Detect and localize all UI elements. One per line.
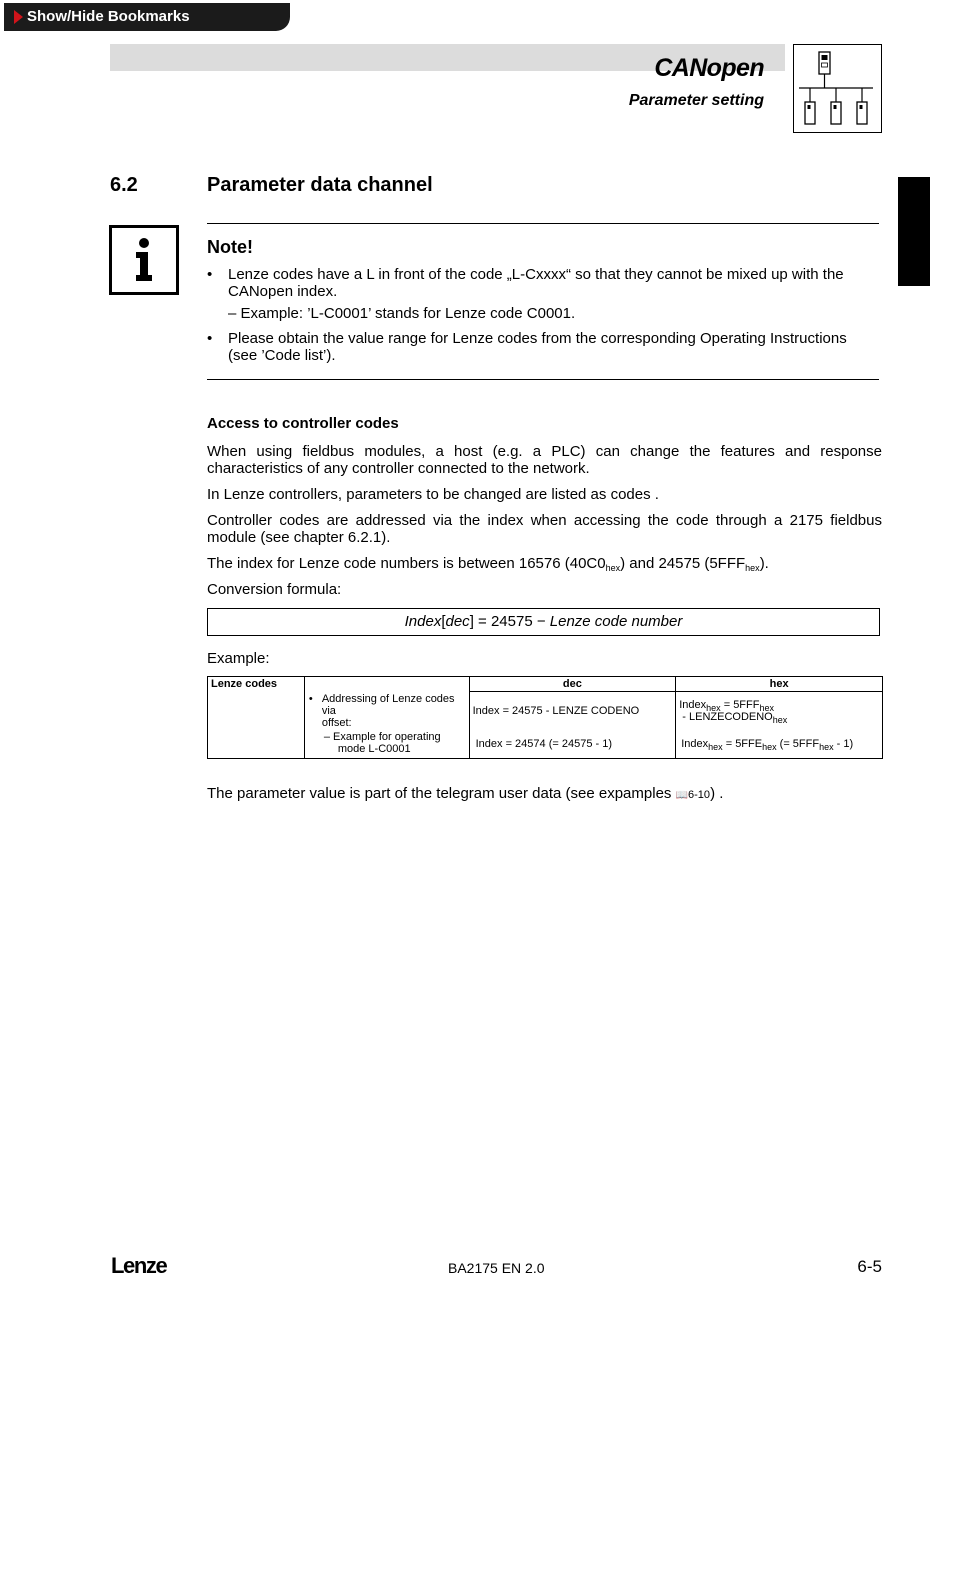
table-header-row <box>208 677 883 692</box>
section-number: 6.2 <box>110 174 138 196</box>
table-hex-cell-2 <box>676 730 883 759</box>
hex-subscript: hex <box>745 563 760 573</box>
page-reference-link[interactable]: 6-10 <box>688 789 711 801</box>
hex-subscript: hex <box>772 714 788 725</box>
table-column-hex: hex <box>676 677 883 692</box>
hex-text: Index <box>681 737 709 750</box>
table-example-cell <box>304 730 469 759</box>
table-example-line: mode L-C0001 <box>337 742 411 755</box>
conversion-formula-box <box>207 608 880 636</box>
table-dec-cell-1: Index = 24575 - LENZE CODENO <box>469 692 676 730</box>
table-description-cell <box>304 692 469 730</box>
book-icon: 📖 <box>675 790 689 801</box>
page-number: 6-5 <box>857 1257 882 1276</box>
table-dec-cell-2: Index = 24574 (= 24575 - 1) <box>469 730 676 759</box>
table-row-label: Lenze codes <box>208 677 305 692</box>
triangle-right-icon <box>14 10 23 24</box>
index-range-text-b: ) and 24575 (5FFF <box>620 555 746 572</box>
closing-text: The parameter value is part of the telegram user data (see expamples <box>207 785 676 802</box>
note-bullet-2: • Please obtain the value range for Lenze codes from the corresponding Operating Instructions (see ’Code list’). <box>207 330 879 364</box>
example-label: Example: <box>207 650 270 667</box>
formula-bracket-open: [ <box>441 613 446 630</box>
index-range-text-a: The index for Lenze code numbers is between 16576 (40C0 <box>207 555 606 572</box>
table-label-spacer <box>208 692 305 730</box>
table-column-dec: dec <box>469 677 676 692</box>
note-bottom-divider <box>207 379 879 380</box>
note-heading: Note! <box>207 237 253 257</box>
table-bullet-cont: offset: <box>321 716 352 729</box>
hex-subscript: hex <box>819 741 834 752</box>
closing-paragraph <box>207 785 882 804</box>
closing-end: ) . <box>710 785 724 802</box>
note-bullet-list-2 <box>207 330 879 364</box>
hex-text: - LENZECODENO <box>679 710 773 723</box>
network-topology-icon <box>793 44 882 133</box>
table-bullet: • Addressing of Lenze codes via <box>308 693 466 717</box>
hex-subscript: hex <box>762 741 777 752</box>
hex-text: (= 5FFF <box>776 737 820 750</box>
table-example-line: – Example for operating <box>323 730 441 743</box>
access-paragraph-2: In Lenze controllers, parameters to be changed are listed as codes . <box>207 486 659 503</box>
header-title: CANopen <box>654 54 764 82</box>
chapter-tab-marker <box>898 177 930 286</box>
header-subtitle: Parameter setting <box>628 92 764 109</box>
formula-index: Index <box>404 613 442 630</box>
hex-subscript: hex <box>708 741 723 752</box>
table-row <box>208 730 883 759</box>
section-title: Parameter data channel <box>207 174 433 196</box>
index-range-text-c: ). <box>759 555 769 572</box>
formula-bracket-close: ] <box>469 613 474 630</box>
access-paragraph-1: When using fieldbus modules, a host (e.g. a PLC) can change the features and response characteristics of any controller connected to the network. <box>207 443 882 477</box>
conversion-formula-label: Conversion formula: <box>207 581 342 598</box>
formula-dec: dec <box>445 613 470 630</box>
document-id: BA2175 EN 2.0 <box>448 1260 545 1276</box>
access-paragraph-4 <box>207 555 882 572</box>
access-heading: Access to controller codes <box>207 415 399 432</box>
formula-rhs: Lenze code number <box>549 613 683 630</box>
hex-subscript: hex <box>706 702 721 713</box>
hex-text: = 5FFE <box>722 737 763 750</box>
access-paragraph-3: Controller codes are addressed via the index when accessing the code through a 2175 fieldbus module (see chapter 6.2.1). <box>207 512 882 546</box>
note-bullet-list-1 <box>207 266 879 300</box>
show-hide-bookmarks-button[interactable] <box>4 3 290 31</box>
note-top-divider <box>207 223 879 224</box>
hex-subscript: hex <box>759 702 774 713</box>
table-row <box>208 692 883 730</box>
bookmarks-button-label: Show/Hide Bookmarks <box>27 8 190 25</box>
formula-equals: = 24575 − <box>473 613 550 630</box>
table-label-spacer <box>208 730 305 759</box>
hex-text: = 5FFF <box>720 698 760 711</box>
lenze-logo: Lenze <box>111 1253 167 1278</box>
hex-subscript: hex <box>605 563 621 573</box>
hex-text: Index <box>679 698 707 711</box>
table-hex-cell-1 <box>676 692 883 730</box>
note-example: – Example: ’L-C0001’ stands for Lenze code C0001. <box>228 305 576 322</box>
lenze-codes-table <box>207 676 883 759</box>
hex-text: - 1) <box>833 737 854 750</box>
note-bullet-1: • Lenze codes have a L in front of the code „L-Cxxxx“ so that they cannot be mixed up with the CANopen index. <box>207 266 879 300</box>
table-empty-header-cell <box>304 677 469 692</box>
info-icon <box>109 225 179 295</box>
